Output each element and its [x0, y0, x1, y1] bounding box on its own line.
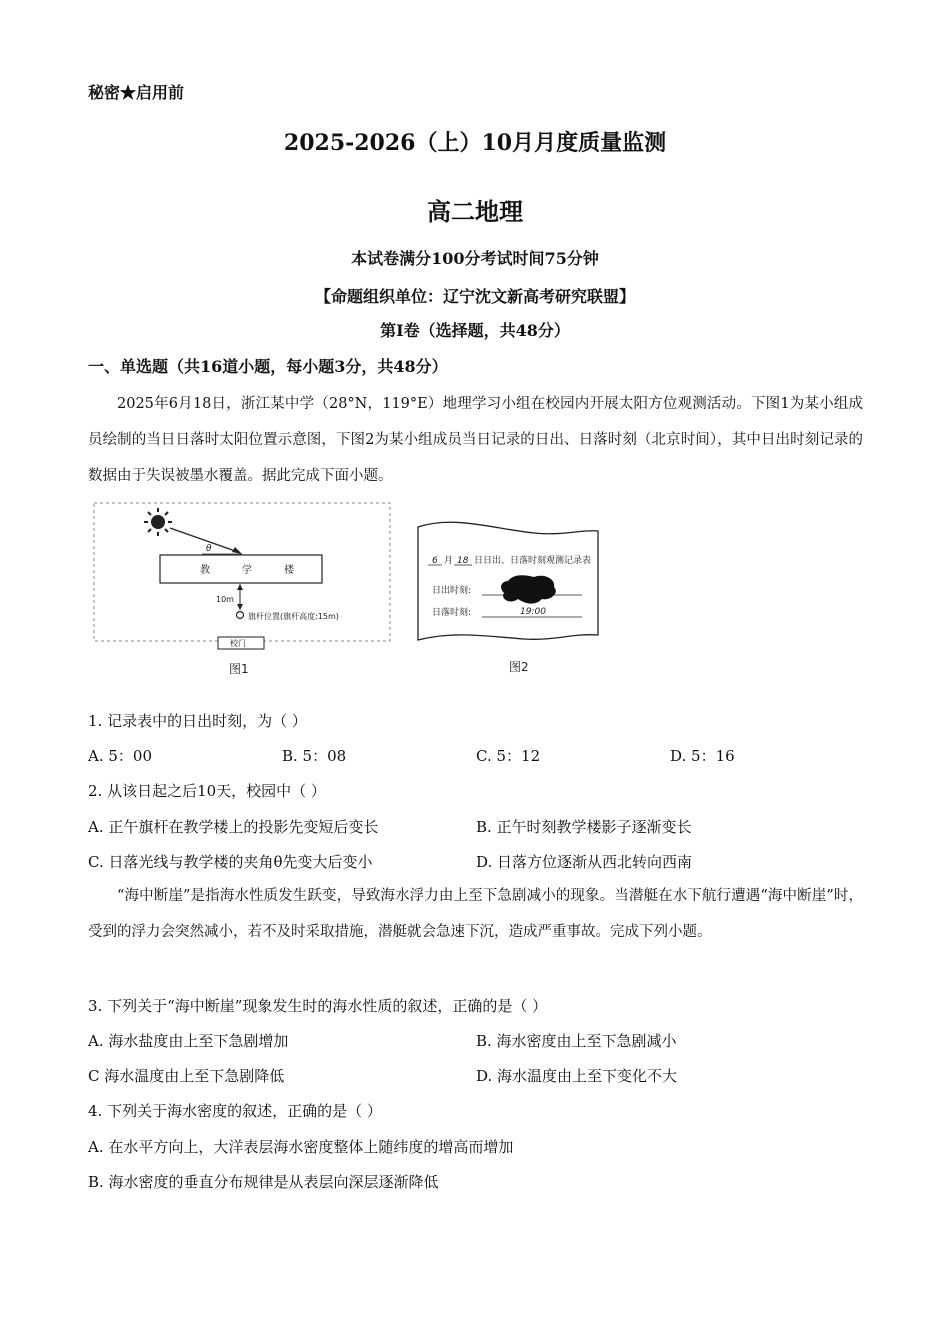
q1-option-a: A. 5：00 [88, 747, 152, 765]
q4-option-a: A. 在水平方向上，大洋表层海水密度整体上随纬度的增高而增加 [88, 1138, 514, 1156]
figure-1-caption: 图1 [229, 662, 249, 676]
school-gate-label: 校门 [230, 639, 246, 648]
q1-option-d: D. 5：16 [670, 747, 735, 765]
question-3-stem: 3. 下列关于“海中断崖”现象发生时的海水性质的叙述，正确的是（ ） [88, 997, 548, 1015]
teaching-building [160, 555, 322, 583]
sunset-label: 日落时刻: [432, 608, 472, 618]
angle-theta-label: θ [206, 544, 212, 554]
record-title: 日日出、日落时刻观测记录表 [474, 556, 592, 566]
figure-2-caption: 图2 [509, 660, 529, 674]
q4-option-b: B. 海水密度的垂直分布规律是从表层向深层逐渐降低 [88, 1173, 439, 1191]
record-month-unit: 月 [444, 556, 454, 566]
q3-option-c: C 海水温度由上至下急剧降低 [88, 1067, 285, 1085]
q2-option-a: A. 正午旗杆在教学楼上的投影先变短后变长 [88, 818, 379, 836]
record-month: 6 [432, 556, 438, 566]
subject-title: 高二地理 [427, 197, 523, 226]
sun-icon [144, 508, 172, 536]
building-char-3: 楼 [284, 565, 294, 576]
question-4-stem: 4. 下列关于海水密度的叙述，正确的是（ ） [88, 1102, 382, 1120]
section-heading: 一、单选题（共16道小题，每小题3分，共48分） [88, 357, 448, 376]
distance-label: 10m [216, 595, 234, 604]
record-day: 18 [457, 556, 469, 566]
q1-option-c: C. 5：12 [476, 747, 541, 765]
sunrise-label: 日出时刻: [432, 586, 472, 596]
building-char-2: 学 [242, 565, 252, 576]
exam-title: 2025-2026（上）10月月度质量监测 [283, 130, 667, 156]
flagpole-icon [237, 612, 244, 619]
confidential-mark: 秘密★启用前 [88, 83, 185, 102]
volume-title: 第I卷（选择题，共48分） [380, 321, 570, 340]
q2-option-b: B. 正午时刻教学楼影子逐渐变长 [476, 818, 692, 836]
flagpole-label: 旗杆位置(旗杆高度:15m) [248, 612, 339, 621]
q3-option-b: B. 海水密度由上至下急剧减小 [476, 1032, 677, 1050]
figure-1 [92, 500, 394, 682]
distance-arrow-down [237, 604, 243, 610]
building-char-1: 教 [200, 565, 210, 576]
q1-option-b: B. 5：08 [282, 747, 347, 765]
q2-option-c: C. 日落光线与教学楼的夹角θ先变大后变小 [88, 853, 373, 871]
exam-info: 本试卷满分100分考试时间75分钟 [351, 249, 599, 268]
sun-ray-arrowhead [232, 547, 242, 554]
organizer: 【命题组织单位：辽宁沈文新高考研究联盟】 [314, 287, 635, 306]
q3-option-a: A. 海水盐度由上至下急剧增加 [88, 1032, 289, 1050]
sun-ray-line [170, 528, 238, 552]
figure-2 [414, 515, 604, 682]
passage-2: “海中断崖”是指海水性质发生跃变，导致海水浮力由上至下急剧减小的现象。当潜艇在水下航行遭遇“海中断崖”时，受到的浮力会突然减小，若不及时采取措施，潜艇就会急速下沉，造成严重事故。完成下列小题。 [88, 888, 863, 940]
question-2-stem: 2. 从该日起之后10天，校园中（ ） [88, 782, 326, 800]
question-1-stem: 1. 记录表中的日出时刻，为（ ） [88, 712, 307, 730]
distance-arrow-up [237, 584, 243, 590]
passage-1: 2025年6月18日，浙江某中学（28°N，119°E）地理学习小组在校园内开展太阳方位观测活动。下图1为某小组成员绘制的当日日落时太阳位置示意图，下图2为某小组成员当日记录的日出、日落时刻（北京时间），其中日出时刻记录的数据由于失误被墨水覆盖。据此完成下面小题。 [88, 396, 863, 484]
q3-option-d: D. 海水温度由上至下变化不大 [476, 1067, 678, 1085]
q2-option-d: D. 日落方位逐渐从西北转向西南 [476, 853, 693, 871]
sunset-value: 19:00 [520, 607, 546, 617]
